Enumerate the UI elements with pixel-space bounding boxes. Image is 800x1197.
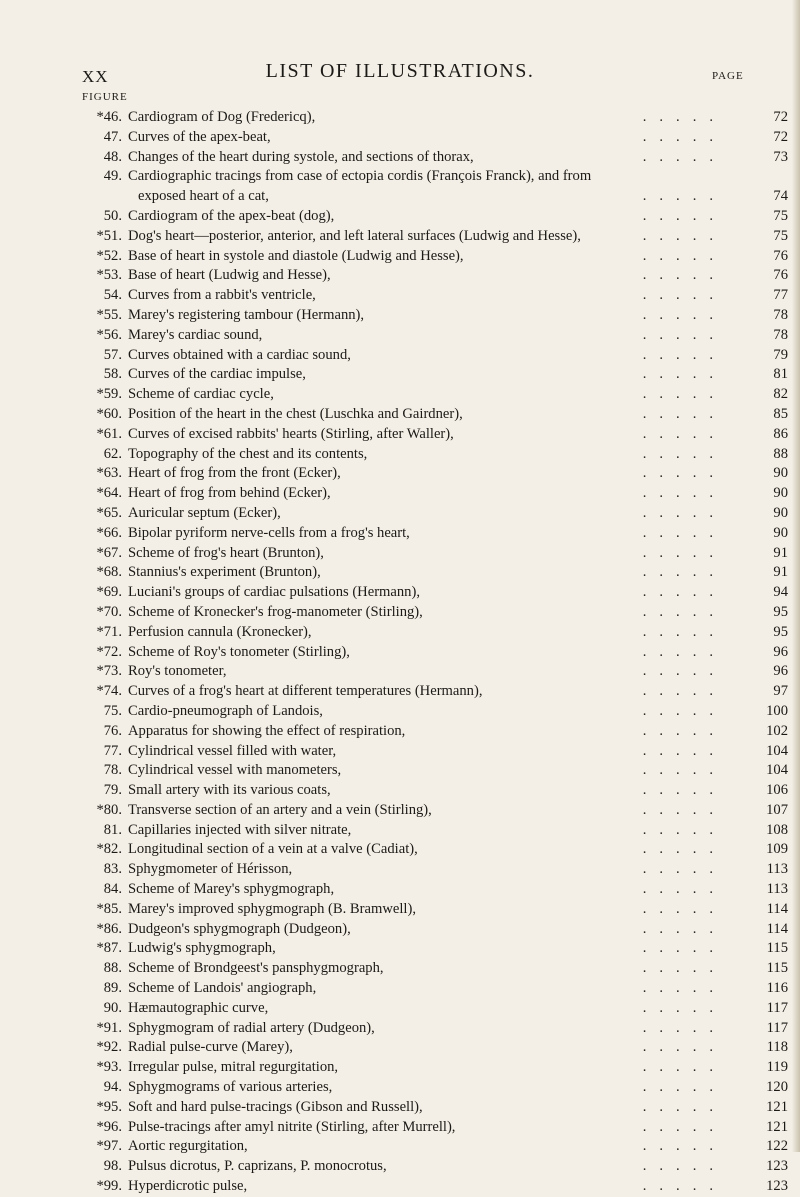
leader-dots: ..... — [642, 485, 726, 502]
page-reference: 108 — [766, 821, 788, 838]
list-item — [78, 504, 788, 524]
page-reference: 75 — [773, 207, 788, 224]
page-reference: 86 — [773, 425, 788, 442]
figure-caption: Scheme of Marey's sphygmograph, — [128, 881, 335, 898]
list-item — [78, 563, 788, 583]
figure-number: 50. — [103, 207, 122, 224]
figure-number: 89. — [103, 980, 122, 997]
figure-number: *51. — [96, 227, 122, 244]
page-reference: 88 — [773, 445, 788, 462]
list-item — [78, 484, 788, 504]
list-item — [78, 1019, 788, 1039]
figure-number: *80. — [96, 801, 122, 818]
figure-caption: Radial pulse-curve (Marey), — [128, 1039, 293, 1056]
list-item — [78, 108, 788, 128]
page-reference: 116 — [766, 980, 788, 997]
leader-dots: ..... — [642, 207, 726, 224]
list-item — [78, 1157, 788, 1177]
page-reference: 113 — [766, 861, 788, 878]
figure-caption: Dog's heart—posterior, anterior, and left lateral surfaces (Ludwig and Hesse), — [128, 227, 581, 244]
list-item — [78, 1058, 788, 1078]
leader-dots: ..... — [642, 900, 726, 917]
leader-dots: ..... — [642, 861, 726, 878]
list-item — [78, 1137, 788, 1157]
page-reference: 122 — [766, 1138, 788, 1155]
leader-dots: ..... — [642, 1019, 726, 1036]
page-number: XX — [82, 67, 109, 86]
list-item — [78, 286, 788, 306]
figure-caption: Small artery with its various coats, — [128, 782, 331, 799]
page-reference: 123 — [766, 1158, 788, 1175]
leader-dots: ..... — [642, 841, 726, 858]
figure-caption: Ludwig's sphygmograph, — [128, 940, 276, 957]
figure-number: 57. — [103, 346, 122, 363]
page-reference: 73 — [773, 148, 788, 165]
figure-number: 81. — [103, 821, 122, 838]
list-item — [78, 365, 788, 385]
figure-caption: Pulse-tracings after amyl nitrite (Stirling, after Murrell), — [128, 1118, 456, 1135]
figure-number: 90. — [103, 999, 122, 1016]
figure-caption: Sphygmograms of various arteries, — [128, 1079, 333, 1096]
leader-dots: ..... — [642, 128, 726, 145]
figure-caption: Auricular septum (Ecker), — [128, 504, 281, 521]
leader-dots: ..... — [642, 940, 726, 957]
list-item — [78, 346, 788, 366]
leader-dots: ..... — [642, 722, 726, 739]
list-item — [78, 959, 788, 979]
list-item — [78, 247, 788, 267]
figure-number: 48. — [103, 148, 122, 165]
figure-caption: Scheme of Brondgeest's pansphygmograph, — [128, 960, 384, 977]
figure-number: *92. — [96, 1039, 122, 1056]
leader-dots: ..... — [642, 504, 726, 521]
figure-number: 83. — [103, 861, 122, 878]
list-item — [78, 148, 788, 168]
figure-caption: Base of heart (Ludwig and Hesse), — [128, 267, 331, 284]
figure-caption: Scheme of Kronecker's frog-manometer (Stirling), — [128, 603, 423, 620]
figure-number: *61. — [96, 425, 122, 442]
list-item — [78, 1098, 788, 1118]
list-item — [78, 405, 788, 425]
page-reference: 102 — [766, 722, 788, 739]
leader-dots: ..... — [642, 1158, 726, 1175]
list-item — [78, 643, 788, 663]
list-item — [78, 860, 788, 880]
leader-dots: ..... — [642, 603, 726, 620]
leader-dots: ..... — [642, 148, 726, 165]
list-item — [78, 445, 788, 465]
page-reference: 120 — [766, 1079, 788, 1096]
leader-dots: ..... — [642, 920, 726, 937]
figure-number: *52. — [96, 247, 122, 264]
page-reference: 75 — [773, 227, 788, 244]
figure-caption: Cardiographic tracings from case of ectopia cordis (François Franck), and from — [128, 168, 592, 185]
figure-caption: Luciani's groups of cardiac pulsations (Hermann), — [128, 584, 420, 601]
list-item — [78, 1078, 788, 1098]
figure-number: *67. — [96, 544, 122, 561]
figure-caption: Scheme of Roy's tonometer (Stirling), — [128, 643, 350, 660]
page-reference: 85 — [773, 405, 788, 422]
page-reference: 114 — [766, 900, 788, 917]
figure-number: 77. — [103, 742, 122, 759]
figure-number: *73. — [96, 663, 122, 680]
list-item — [78, 385, 788, 405]
figure-number: *72. — [96, 643, 122, 660]
figure-caption: Bipolar pyriform nerve-cells from a frog's heart, — [128, 524, 410, 541]
list-item — [78, 939, 788, 959]
leader-dots: ..... — [642, 960, 726, 977]
page-reference: 119 — [766, 1059, 788, 1076]
figure-caption: Marey's registering tambour (Hermann), — [128, 306, 365, 323]
figure-number: 49. — [103, 168, 122, 185]
leader-dots: ..... — [642, 1039, 726, 1056]
figure-caption: Scheme of frog's heart (Brunton), — [128, 544, 324, 561]
figure-number: *95. — [96, 1098, 122, 1115]
page-reference: 96 — [773, 663, 788, 680]
list-item — [78, 979, 788, 999]
figure-number: 62. — [103, 445, 122, 462]
page-reference: 95 — [773, 623, 788, 640]
figure-caption: Curves obtained with a cardiac sound, — [128, 346, 351, 363]
figure-caption: Marey's improved sphygmograph (B. Bramwell), — [128, 900, 416, 917]
figure-caption: exposed heart of a cat, — [138, 188, 269, 205]
leader-dots: ..... — [642, 801, 726, 818]
list-item — [78, 464, 788, 484]
figure-number: *56. — [96, 326, 122, 343]
list-item — [78, 167, 788, 187]
figure-number: *91. — [96, 1019, 122, 1036]
list-item — [78, 722, 788, 742]
list-item — [78, 623, 788, 643]
leader-dots: ..... — [642, 980, 726, 997]
figure-number: *68. — [96, 564, 122, 581]
figure-caption: Topography of the chest and its contents, — [128, 445, 368, 462]
figure-caption: Curves of the cardiac impulse, — [128, 366, 306, 383]
figure-caption: Capillaries injected with silver nitrate, — [128, 821, 352, 838]
figure-number: 88. — [103, 960, 122, 977]
running-head — [0, 60, 800, 90]
figure-caption: Longitudinal section of a vein at a valve (Cadiat), — [128, 841, 418, 858]
figure-number: *74. — [96, 683, 122, 700]
leader-dots: ..... — [642, 742, 726, 759]
figure-caption: Position of the heart in the chest (Luschka and Gairdner), — [128, 405, 463, 422]
figure-number: *63. — [96, 465, 122, 482]
figure-caption: Sphygmogram of radial artery (Dudgeon), — [128, 1019, 375, 1036]
figure-caption: Curves from a rabbit's ventricle, — [128, 287, 316, 304]
list-item — [78, 583, 788, 603]
leader-dots: ..... — [642, 306, 726, 323]
page-reference: 90 — [773, 504, 788, 521]
figure-caption: Soft and hard pulse-tracings (Gibson and Russell), — [128, 1098, 423, 1115]
leader-dots: ..... — [642, 643, 726, 660]
leader-dots: ..... — [642, 584, 726, 601]
page-reference: 94 — [773, 584, 788, 601]
figure-caption: Stannius's experiment (Brunton), — [128, 564, 321, 581]
figure-caption: Transverse section of an artery and a vein (Stirling), — [128, 801, 432, 818]
list-item — [78, 306, 788, 326]
page-reference: 91 — [773, 544, 788, 561]
figure-number: *66. — [96, 524, 122, 541]
figure-number: *86. — [96, 920, 122, 937]
leader-dots: ..... — [642, 1079, 726, 1096]
list-item — [78, 920, 788, 940]
page-reference: 100 — [766, 702, 788, 719]
figure-number: *65. — [96, 504, 122, 521]
list-item — [78, 603, 788, 623]
figure-number: *82. — [96, 841, 122, 858]
leader-dots: ..... — [642, 326, 726, 343]
leader-dots: ..... — [642, 247, 726, 264]
page-reference: 117 — [766, 1019, 788, 1036]
page-reference: 90 — [773, 485, 788, 502]
page-reference: 121 — [766, 1098, 788, 1115]
figure-number: 58. — [103, 366, 122, 383]
illustrations-list — [78, 108, 788, 1197]
figure-caption: Irregular pulse, mitral regurgitation, — [128, 1059, 339, 1076]
list-item — [78, 840, 788, 860]
figure-number: 76. — [103, 722, 122, 739]
leader-dots: ..... — [642, 366, 726, 383]
figure-column-heading: FIGURE — [82, 91, 128, 103]
page-reference: 114 — [766, 920, 788, 937]
figure-number: *60. — [96, 405, 122, 422]
figure-caption: Dudgeon's sphygmograph (Dudgeon), — [128, 920, 351, 937]
leader-dots: ..... — [642, 821, 726, 838]
figure-number: *59. — [96, 386, 122, 403]
page-reference: 72 — [773, 109, 788, 125]
list-item — [78, 821, 788, 841]
leader-dots: ..... — [642, 702, 726, 719]
figure-caption: Cardiogram of the apex-beat (dog), — [128, 207, 335, 224]
list-item — [78, 207, 788, 227]
list-item — [78, 742, 788, 762]
leader-dots: ..... — [642, 405, 726, 422]
page-reference: 104 — [766, 742, 788, 759]
figure-number: *99. — [96, 1178, 122, 1195]
figure-caption: Cylindrical vessel filled with water, — [128, 742, 337, 759]
list-item — [78, 326, 788, 346]
page-reference: 96 — [773, 643, 788, 660]
page-reference: 91 — [773, 564, 788, 581]
figure-caption: Perfusion cannula (Kronecker), — [128, 623, 312, 640]
leader-dots: ..... — [642, 425, 726, 442]
list-item — [78, 425, 788, 445]
leader-dots: ..... — [642, 1059, 726, 1076]
page-reference: 104 — [766, 762, 788, 779]
page-reference: 109 — [766, 841, 788, 858]
figure-number: *96. — [96, 1118, 122, 1135]
list-item — [78, 900, 788, 920]
figure-caption: Hæmautographic curve, — [128, 999, 269, 1016]
list-item — [78, 266, 788, 286]
figure-number: *93. — [96, 1059, 122, 1076]
page-reference: 81 — [773, 366, 788, 383]
figure-caption: Sphygmometer of Hérisson, — [128, 861, 293, 878]
page-reference: 107 — [766, 801, 788, 818]
list-item — [78, 781, 788, 801]
list-item — [78, 128, 788, 148]
page-reference: 117 — [766, 999, 788, 1016]
figure-caption: Heart of frog from the front (Ecker), — [128, 465, 341, 482]
list-item — [78, 801, 788, 821]
leader-dots: ..... — [642, 564, 726, 581]
figure-caption: Curves of a frog's heart at different temperatures (Hermann), — [128, 683, 483, 700]
page-reference: 106 — [766, 782, 788, 799]
figure-caption: Cardiogram of Dog (Fredericq), — [128, 109, 316, 125]
figure-number: *46. — [96, 109, 122, 125]
figure-number: *55. — [96, 306, 122, 323]
page-reference: 115 — [766, 940, 788, 957]
figure-caption: Roy's tonometer, — [128, 663, 227, 680]
page-reference: 76 — [773, 267, 788, 284]
figure-number: *69. — [96, 584, 122, 601]
figure-caption: Pulsus dicrotus, P. caprizans, P. monocrotus, — [128, 1158, 387, 1175]
page-reference: 78 — [773, 306, 788, 323]
page-reference: 95 — [773, 603, 788, 620]
figure-number: *70. — [96, 603, 122, 620]
leader-dots: ..... — [642, 623, 726, 640]
list-item — [78, 662, 788, 682]
leader-dots: ..... — [642, 188, 726, 205]
list-item — [78, 761, 788, 781]
figure-caption: Heart of frog from behind (Ecker), — [128, 485, 331, 502]
page-reference: 74 — [773, 188, 788, 205]
leader-dots: ..... — [642, 1098, 726, 1115]
figure-caption: Curves of excised rabbits' hearts (Stirling, after Waller), — [128, 425, 454, 442]
page-reference: 77 — [773, 287, 788, 304]
leader-dots: ..... — [642, 782, 726, 799]
page-reference: 72 — [773, 128, 788, 145]
figure-caption: Scheme of cardiac cycle, — [128, 386, 274, 403]
figure-caption: Scheme of Landois' angiograph, — [128, 980, 317, 997]
page-reference: 115 — [766, 960, 788, 977]
list-item — [78, 702, 788, 722]
leader-dots: ..... — [642, 683, 726, 700]
figure-number: 75. — [103, 702, 122, 719]
figure-caption: Aortic regurgitation, — [128, 1138, 248, 1155]
figure-number: 78. — [103, 762, 122, 779]
list-item — [78, 682, 788, 702]
figure-caption: Changes of the heart during systole, and sections of thorax, — [128, 148, 474, 165]
page-reference: 113 — [766, 881, 788, 898]
figure-caption: Curves of the apex-beat, — [128, 128, 271, 145]
figure-number: 47. — [103, 128, 122, 145]
leader-dots: ..... — [642, 1178, 726, 1195]
leader-dots: ..... — [642, 109, 726, 125]
figure-number: 94. — [103, 1079, 122, 1096]
page-reference: 97 — [773, 683, 788, 700]
page-edge-shadow — [792, 0, 800, 1152]
list-item — [78, 1038, 788, 1058]
figure-number: *64. — [96, 485, 122, 502]
figure-number: 98. — [103, 1158, 122, 1175]
leader-dots: ..... — [642, 663, 726, 680]
figure-caption: Cardio-pneumograph of Landois, — [128, 702, 323, 719]
leader-dots: ..... — [642, 445, 726, 462]
figure-caption: Marey's cardiac sound, — [128, 326, 263, 343]
page-reference: 123 — [766, 1178, 788, 1195]
list-item — [78, 1177, 788, 1197]
leader-dots: ..... — [642, 267, 726, 284]
page-reference: 79 — [773, 346, 788, 363]
figure-number: *87. — [96, 940, 122, 957]
leader-dots: ..... — [642, 287, 726, 304]
leader-dots: ..... — [642, 999, 726, 1016]
list-item — [78, 1118, 788, 1138]
figure-number: *71. — [96, 623, 122, 640]
figure-number: *85. — [96, 900, 122, 917]
page-title: LIST OF ILLUSTRATIONS. — [265, 60, 535, 82]
figure-caption: Base of heart in systole and diastole (Ludwig and Hesse), — [128, 247, 464, 264]
figure-caption: Apparatus for showing the effect of respiration, — [128, 722, 406, 739]
list-item — [78, 187, 788, 207]
list-item — [78, 227, 788, 247]
figure-caption: Hyperdicrotic pulse, — [128, 1178, 248, 1195]
leader-dots: ..... — [642, 524, 726, 541]
leader-dots: ..... — [642, 386, 726, 403]
page-reference: 90 — [773, 524, 788, 541]
page-reference: 78 — [773, 326, 788, 343]
page-reference: 118 — [766, 1039, 788, 1056]
page-reference: 76 — [773, 247, 788, 264]
list-item — [78, 524, 788, 544]
list-item — [78, 544, 788, 564]
leader-dots: ..... — [642, 762, 726, 779]
figure-number: 79. — [103, 782, 122, 799]
figure-caption: Cylindrical vessel with manometers, — [128, 762, 342, 779]
leader-dots: ..... — [642, 881, 726, 898]
figure-number: 54. — [103, 287, 122, 304]
leader-dots: ..... — [642, 1118, 726, 1135]
leader-dots: ..... — [642, 544, 726, 561]
page-column-heading: PAGE — [712, 70, 744, 82]
page-reference: 82 — [773, 386, 788, 403]
page-reference: 90 — [773, 465, 788, 482]
leader-dots: ..... — [642, 227, 726, 244]
leader-dots: ..... — [642, 465, 726, 482]
leader-dots: ..... — [642, 346, 726, 363]
figure-number: *97. — [96, 1138, 122, 1155]
leader-dots: ..... — [642, 1138, 726, 1155]
list-item — [78, 999, 788, 1019]
figure-number: *53. — [96, 267, 122, 284]
figure-number: 84. — [103, 881, 122, 898]
page-reference: 121 — [766, 1118, 788, 1135]
list-item — [78, 880, 788, 900]
